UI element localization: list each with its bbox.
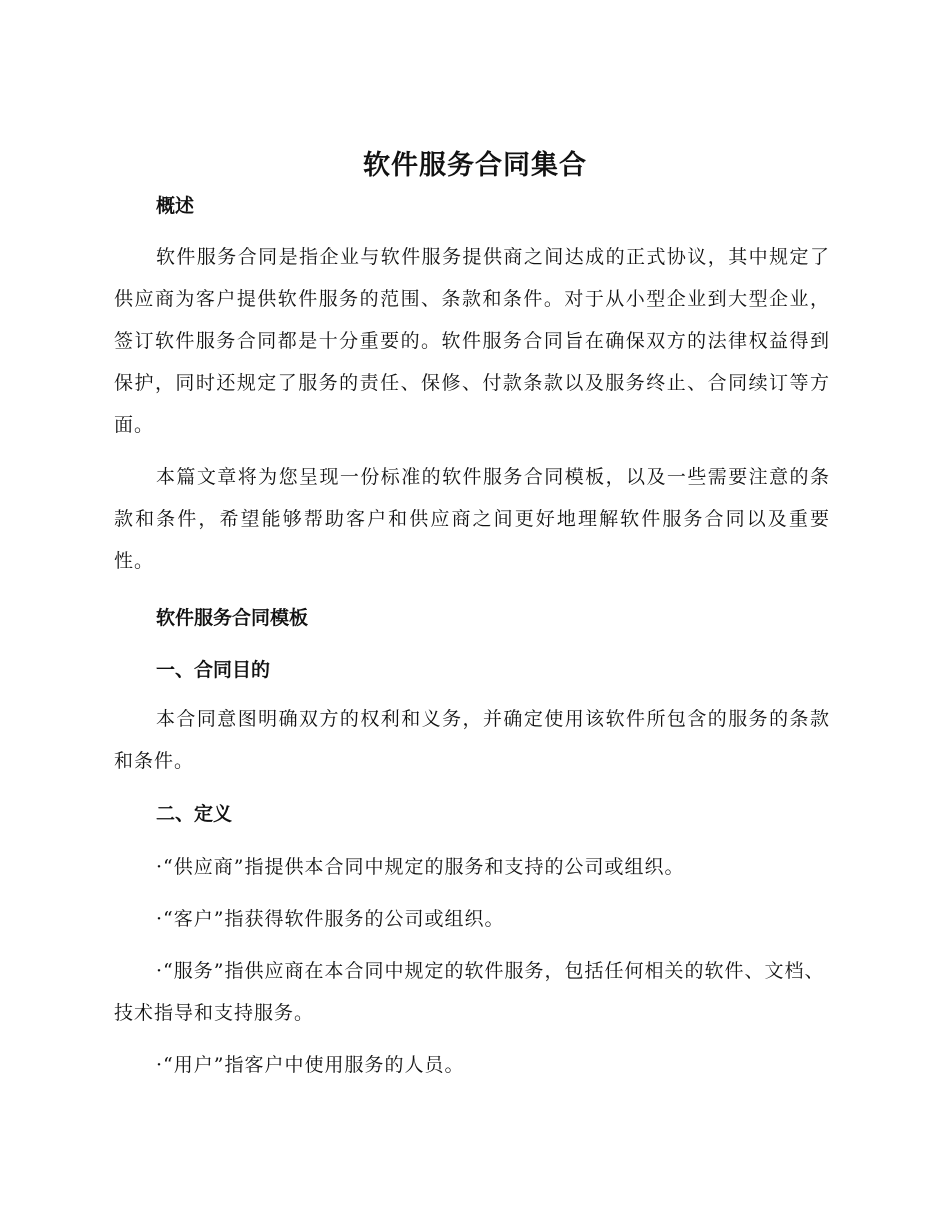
definition-item: ·“客户”指获得软件服务的公司或组织。 — [156, 908, 505, 930]
section-2-heading: 二、定义 — [156, 803, 233, 825]
definition-item: ·“服务”指供应商在本合同中规定的软件服务，包括任何相关的软件、文档、技术指导和支持服务。 — [114, 960, 825, 1024]
overview-heading: 概述 — [156, 195, 195, 217]
document-title: 软件服务合同集合 — [363, 150, 587, 181]
section-1-paragraph: 本合同意图明确双方的权利和义务，并确定使用该软件所包含的服务的条款和条件。 — [114, 708, 830, 772]
overview-paragraph-1: 软件服务合同是指企业与软件服务提供商之间达成的正式协议，其中规定了供应商为客户提供软件服务的范围、条款和条件。对于从小型企业到大型企业，签订软件服务合同都是十分重要的。软件服务合同旨在确保双方的法律权益得到保护，同时还规定了服务的责任、保修、付款条款以及服务终止、合同续订等方面。 — [114, 246, 830, 436]
definition-item: ·“用户”指客户中使用服务的人员。 — [156, 1054, 465, 1076]
overview-paragraph-2: 本篇文章将为您呈现一份标准的软件服务合同模板，以及一些需要注意的条款和条件，希望能够帮助客户和供应商之间更好地理解软件服务合同以及重要性。 — [114, 466, 830, 572]
template-heading: 软件服务合同模板 — [156, 607, 309, 629]
definition-item: ·“供应商”指提供本合同中规定的服务和支持的公司或组织。 — [156, 856, 685, 878]
document-body — [114, 186, 830, 1086]
section-1-heading: 一、合同目的 — [156, 659, 271, 681]
